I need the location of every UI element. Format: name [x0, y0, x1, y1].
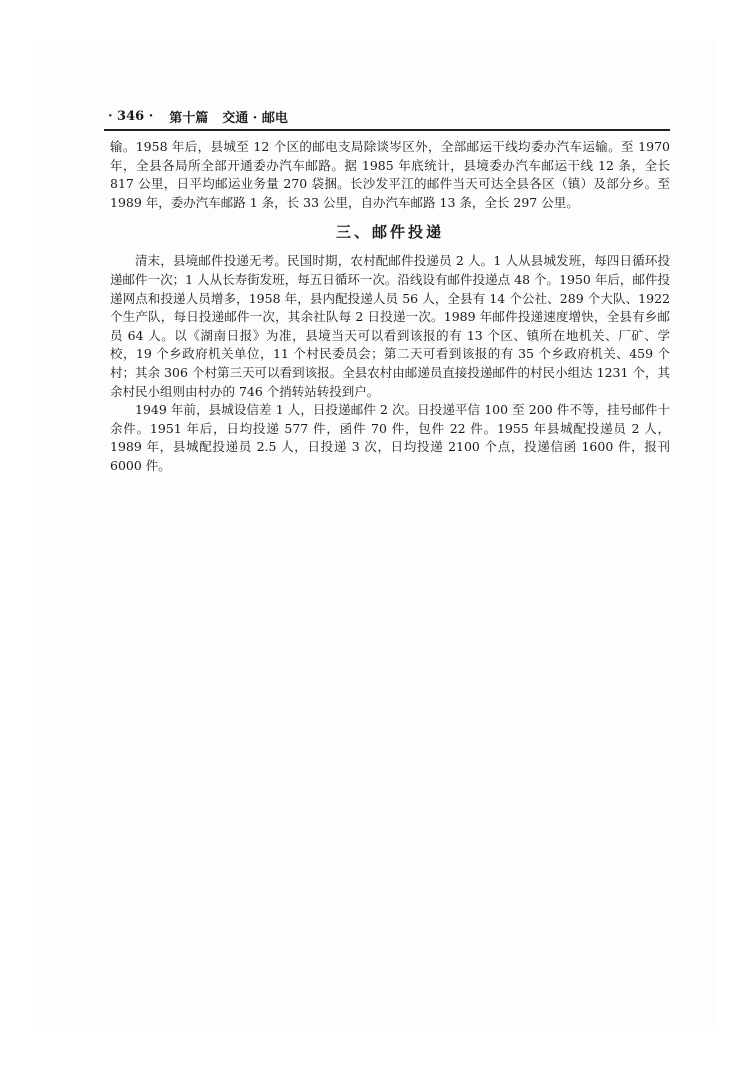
section-heading: 三、邮件投递 [335, 223, 444, 242]
paragraph-rural-delivery: 清末，县境邮件投递无考。民国时期，农村配邮件投递员 2 人。1 人从县城发班，每四日循环投递邮件一次；1 人从长寿街发班，每五日循环一次。沿线设有邮件投递点 48 个。1950 年后，邮件投递网点和投递人员增多，1958 年，县内配投递人员 56 人，全县有 14 个公社、289 个大队、1922 个生产队，每日投递邮件一次，其余社队每 2 日投递一次。1989 年邮件投递速度增快，全县有乡邮员 64 人。以《湖南日报》为准，县境当天可以看到该报的有 13 个区、镇所在地机关、厂矿、学校，19 个乡政府机关单位，11 个村民委员会；第二天可看到该报的有 35 个乡政府机关、459 个村；其余 306 个村第三天可以看到该报。全县农村由邮递员直接投递邮件的村民小组达 1231 个，其余村民小组则由村办的 746 个捎转站转投到户。 [110, 253, 670, 399]
running-header [108, 105, 668, 127]
paragraph-county-delivery: 1949 年前，县城设信差 1 人，日投递邮件 2 次。日投递平信 100 至 200 件不等，挂号邮件十余件。1951 年后，日均投递 577 件，函件 70 件，包件 22 件。1955 年县城配投递员 2 人，1989 年，县城配投递员 2.5 人，日投递 3 次，日均投递 2100 个点，投递信函 1600 件，报刊 6000 件。 [110, 402, 670, 473]
header-divider [104, 129, 670, 131]
page-body [110, 138, 670, 476]
page-number: · 346 · [108, 108, 154, 124]
paragraph-continued: 输。1958 年后，县城至 12 个区的邮电支局除谈岑区外，全部邮运干线均委办汽车运输。至 1970 年，全县各局所全部开通委办汽车邮路。据 1985 年底统计，县境委办汽车邮运干线 12 条，全长 817 公里，日平均邮运业务量 270 袋捆。长沙发平江的邮件当天可达全县各区（镇）及部分乡。至 1989 年，委办汽车邮路 1 条，长 33 公里，自办汽车邮路 13 条，全长 297 公里。 [110, 139, 670, 210]
chapter-title: 交通 · 邮电 [222, 110, 288, 126]
chapter-label: 第十篇 [169, 110, 209, 126]
